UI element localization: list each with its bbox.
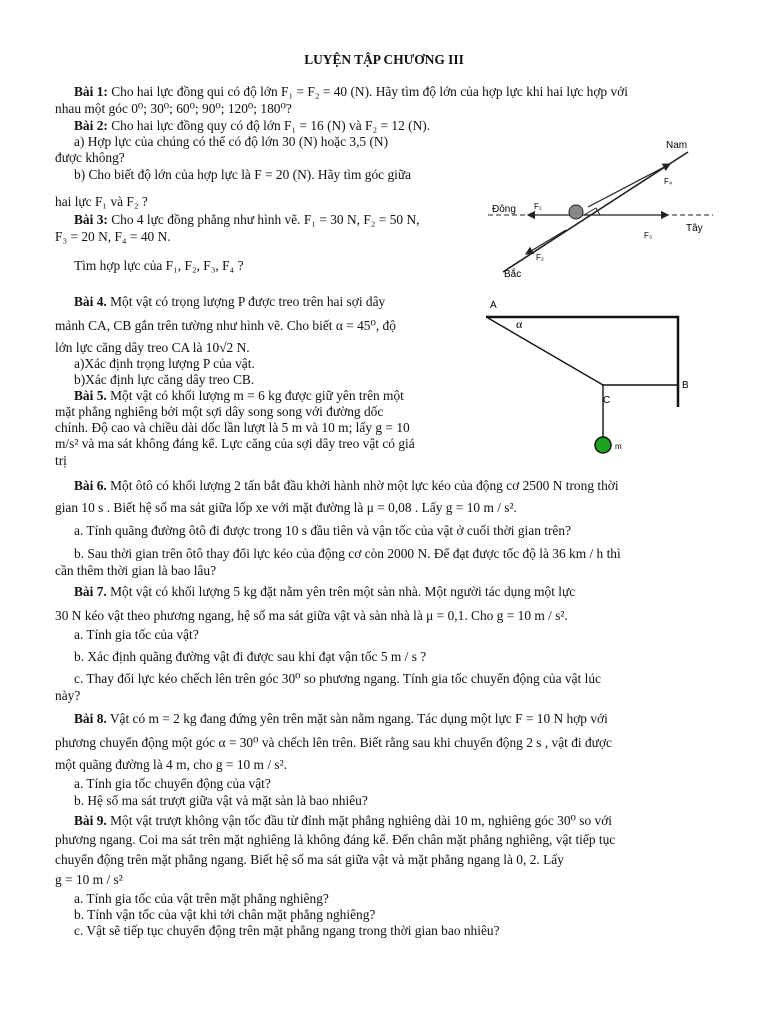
label-nam: Nam	[666, 140, 688, 151]
label-f2: F₂	[536, 253, 544, 262]
bai6-b: b. Sau thời gian trên ôtô thay đổi lực kéo của động cơ còn 2000 N. Để đạt được tốc độ là 36 km / h thì	[74, 546, 621, 561]
bai2-b-cont: hai lực F₁ và F₂ ?	[55, 194, 148, 209]
label-b: B	[682, 380, 689, 391]
bai8-line1: Bài 8. Vật có m = 2 kg đang đứng yên trên mặt sàn nằm ngang. Tác dụng một lực F = 10 N hợp với	[74, 711, 608, 726]
bai7-b: b. Xác định quãng đường vật đi được sau khi đạt vận tốc 5 m / s ?	[74, 649, 427, 664]
bai6-line2: gian 10 s . Biết hệ số ma sát giữa lốp xe với mặt đường là μ = 0,08 . Lấy g = 10 m / s².	[55, 500, 517, 515]
bai7-line2: 30 N kéo vật theo phương ngang, hệ số ma sát giữa vật và sàn nhà là μ = 0,1. Cho g = 10 m / s².	[55, 608, 568, 623]
label-f1: F₁	[534, 202, 542, 211]
page-title: LUYỆN TẬP CHƯƠNG III	[304, 52, 464, 67]
label-m: m	[615, 442, 622, 451]
bai7-c: c. Thay đổi lực kéo chếch lên trên góc 30⁰ so phương ngang. Tính gia tốc chuyển động của vật lúc	[74, 671, 601, 686]
label-a: A	[490, 300, 497, 311]
bai3-line3: Tìm hợp lực của F₁, F₂, F₃, F₄ ?	[74, 258, 244, 273]
bai9-line1: Bài 9. Một vật trượt không vận tốc đầu từ đỉnh mặt phẳng nghiêng dài 10 m, nghiêng góc 30⁰ so với	[74, 813, 613, 828]
f4-arrow	[588, 164, 673, 207]
bai2-a-cont: được không?	[55, 150, 125, 165]
bai9-a: a. Tính gia tốc của vật trên mặt phẳng nghiêng?	[74, 891, 329, 906]
hanging-diagram	[484, 294, 704, 464]
bai4-line2: mảnh CA, CB gắn trên tường như hình vẽ. Cho biết α = 45⁰, độ	[55, 318, 396, 333]
bai4-a: a)Xác định trọng lượng P của vật.	[74, 356, 255, 371]
bai3-line1: Bài 3: Cho 4 lực đồng phẳng như hình vẽ. F₁ = 30 N, F₂ = 50 N,	[74, 212, 420, 227]
bai5-line4: m/s² và ma sát không đáng kể. Lực căng của sợi dây treo vật có giá	[55, 436, 415, 451]
string-ca	[488, 318, 603, 385]
label-c: C	[603, 395, 611, 406]
bai6-a: a. Tính quãng đường ôtô đi được trong 10 s đầu tiên và vận tốc của vật ở cuối thời gian trên?	[74, 523, 572, 538]
bai8-a: a. Tính gia tốc chuyển động của vật?	[74, 776, 271, 791]
bai9-line3: chuyển động trên mặt phẳng ngang. Biết hệ số ma sát giữa vật và mặt phẳng ngang là 0, 2. Lấy	[55, 852, 564, 867]
bai8-line3: một quãng đường là 4 m, cho g = 10 m / s².	[55, 757, 287, 772]
bai2-line1: Bài 2: Cho hai lực đồng quy có độ lớn F₁ = 16 (N) và F₂ = 12 (N).	[74, 118, 431, 133]
bai6-b-cont: cần thêm thời gian là bao lâu?	[55, 563, 217, 578]
bai7-line1: Bài 7. Một vật có khối lượng 5 kg đặt nằm yên trên một sàn nhà. Một người tác dụng một lực	[74, 584, 576, 599]
bai9-line2: phương ngang. Coi ma sát trên mặt nghiêng là không đáng kể. Đến chân mặt phẳng nghiêng, vật tiếp tục	[55, 832, 616, 847]
bai4-b: b)Xác định lực căng dây treo CB.	[74, 372, 255, 387]
ball	[569, 205, 583, 219]
bai3-line2: F₃ = 20 N, F₄ = 40 N.	[55, 229, 171, 244]
bai5-line3: chính. Độ cao và chiều dài dốc lần lượt là 5 m và 10 m; lấy g = 10	[55, 420, 410, 435]
bai2-a: a) Hợp lực của chúng có thể có độ lớn 30 (N) hoặc 3,5 (N)	[74, 134, 389, 149]
force-diagram	[488, 132, 718, 282]
bai4-line1: Bài 4. Một vật có trọng lượng P được treo trên hai sợi dây	[74, 294, 386, 309]
bai6-line1: Bài 6. Một ôtô có khối lượng 2 tấn bắt đầu khởi hành nhờ một lực kéo của động cơ 2500 N trong thời	[74, 478, 619, 493]
bai8-line2: phương chuyển động một góc α = 30⁰ và chếch lên trên. Biết rằng sau khi chuyển động 2 s , vật đi được	[55, 735, 612, 750]
bai9-line4: g = 10 m / s²	[55, 872, 123, 887]
label-f4: F₄	[664, 177, 673, 186]
label-f3: F₃	[644, 231, 653, 240]
label-dong: Đông	[492, 204, 516, 215]
bai9-b: b. Tính vận tốc của vật khi tới chân mặt phẳng nghiêng?	[74, 907, 376, 922]
bai5-line2: mặt phẳng nghiêng bởi một sợi dây song song với đường dốc	[55, 404, 384, 419]
f2-arrow	[526, 230, 566, 254]
bai1-line2: nhau một góc 0⁰; 30⁰; 60⁰; 90⁰; 120⁰; 180⁰?	[55, 101, 292, 116]
bai5-line5: trị	[55, 453, 67, 468]
bai1-line1: Bài 1: Cho hai lực đồng qui có độ lớn F₁ = F₂ = 40 (N). Hãy tìm độ lớn của hợp lực khi hai lực hợp với	[74, 84, 628, 99]
bai2-b: b) Cho biết độ lớn của hợp lực là F = 20 (N). Hãy tìm góc giữa	[74, 167, 412, 182]
diagonal-line	[503, 152, 688, 272]
bai7-a: a. Tính gia tốc của vật?	[74, 627, 199, 642]
bai7-c-cont: này?	[55, 688, 81, 703]
bai4-line3: lớn lực căng dây treo CA là 10√2 N.	[55, 340, 250, 355]
label-tay: Tây	[686, 223, 703, 234]
label-alpha: α	[516, 317, 523, 331]
mass	[595, 437, 611, 453]
bai8-b: b. Hệ số ma sát trượt giữa vật và mặt sàn là bao nhiêu?	[74, 793, 368, 808]
bai9-c: c. Vật sẽ tiếp tục chuyển động trên mặt phẳng ngang trong thời gian bao nhiêu?	[74, 923, 500, 938]
bai5-line1: Bài 5. Một vật có khối lượng m = 6 kg được giữ yên trên một	[74, 388, 404, 403]
label-bac: Bắc	[504, 269, 522, 280]
